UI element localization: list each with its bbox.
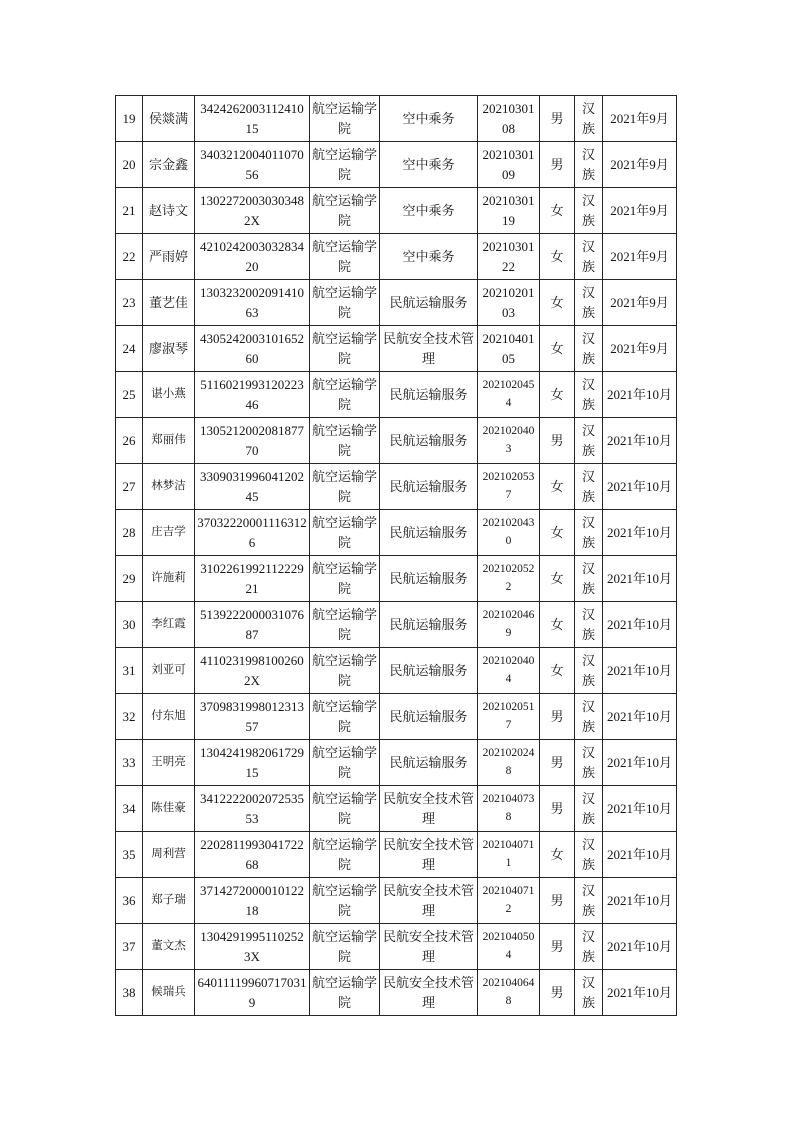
row-number-cell: 29 [116, 556, 143, 602]
gender-cell: 女 [540, 602, 575, 648]
major-cell: 空中乘务 [380, 96, 478, 142]
id-number-cell: 13042919951102523X [195, 924, 310, 970]
table-row [116, 464, 677, 510]
table-row [116, 970, 677, 1016]
enroll-date-cell: 2021年9月 [603, 234, 677, 280]
table-row [116, 602, 677, 648]
table-row [116, 740, 677, 786]
major-cell: 民航安全技术管理 [380, 878, 478, 924]
enroll-date-cell: 2021年10月 [603, 740, 677, 786]
id-number-cell: 41102319981002602X [195, 648, 310, 694]
major-cell: 民航运输服务 [380, 740, 478, 786]
college-cell: 航空运输学院 [310, 648, 380, 694]
college-cell: 航空运输学院 [310, 556, 380, 602]
ethnicity-cell: 汉族 [575, 280, 603, 326]
college-cell: 航空运输学院 [310, 878, 380, 924]
gender-cell: 男 [540, 418, 575, 464]
enroll-date-cell: 2021年10月 [603, 924, 677, 970]
id-number-cell: 513922200003107687 [195, 602, 310, 648]
table-row [116, 878, 677, 924]
gender-cell: 男 [540, 694, 575, 740]
ethnicity-cell: 汉族 [575, 648, 603, 694]
college-cell: 航空运输学院 [310, 970, 380, 1016]
major-cell: 空中乘务 [380, 142, 478, 188]
student-number-cell: 2021020103 [478, 280, 540, 326]
major-cell: 民航运输服务 [380, 464, 478, 510]
enroll-date-cell: 2021年10月 [603, 418, 677, 464]
student-number-cell: 2021030122 [478, 234, 540, 280]
student-name-cell: 严雨婷 [143, 234, 195, 280]
major-cell: 民航运输服务 [380, 694, 478, 740]
table-row [116, 234, 677, 280]
ethnicity-cell: 汉族 [575, 924, 603, 970]
gender-cell: 男 [540, 970, 575, 1016]
student-name-cell: 侯燚满 [143, 96, 195, 142]
id-number-cell: 371427200001012218 [195, 878, 310, 924]
college-cell: 航空运输学院 [310, 464, 380, 510]
college-cell: 航空运输学院 [310, 418, 380, 464]
student-name-cell: 宗金鑫 [143, 142, 195, 188]
major-cell: 民航运输服务 [380, 556, 478, 602]
gender-cell: 男 [540, 786, 575, 832]
student-name-cell: 李红霞 [143, 602, 195, 648]
row-number-cell: 28 [116, 510, 143, 556]
student-name-cell: 郑子瑞 [143, 878, 195, 924]
ethnicity-cell: 汉族 [575, 188, 603, 234]
id-number-cell: 342426200311241015 [195, 96, 310, 142]
student-name-cell: 董文杰 [143, 924, 195, 970]
college-cell: 航空运输学院 [310, 188, 380, 234]
student-name-cell: 赵诗文 [143, 188, 195, 234]
enroll-date-cell: 2021年9月 [603, 142, 677, 188]
college-cell: 航空运输学院 [310, 326, 380, 372]
major-cell: 民航安全技术管理 [380, 924, 478, 970]
id-number-cell: 130323200209141063 [195, 280, 310, 326]
student-number-cell: 2021020522 [478, 556, 540, 602]
table-row [116, 188, 677, 234]
major-cell: 空中乘务 [380, 234, 478, 280]
table-row [116, 418, 677, 464]
id-number-cell: 370983199801231357 [195, 694, 310, 740]
id-number-cell: 370322200011163126 [195, 510, 310, 556]
table-row [116, 142, 677, 188]
row-number-cell: 21 [116, 188, 143, 234]
student-number-cell: 2021030119 [478, 188, 540, 234]
ethnicity-cell: 汉族 [575, 832, 603, 878]
ethnicity-cell: 汉族 [575, 602, 603, 648]
row-number-cell: 24 [116, 326, 143, 372]
row-number-cell: 33 [116, 740, 143, 786]
table-row [116, 924, 677, 970]
college-cell: 航空运输学院 [310, 280, 380, 326]
row-number-cell: 30 [116, 602, 143, 648]
student-number-cell: 2021030108 [478, 96, 540, 142]
id-number-cell: 310226199211222921 [195, 556, 310, 602]
row-number-cell: 27 [116, 464, 143, 510]
student-name-cell: 林梦洁 [143, 464, 195, 510]
enroll-date-cell: 2021年9月 [603, 96, 677, 142]
enroll-date-cell: 2021年10月 [603, 786, 677, 832]
college-cell: 航空运输学院 [310, 372, 380, 418]
student-name-cell: 郑丽伟 [143, 418, 195, 464]
ethnicity-cell: 汉族 [575, 786, 603, 832]
table-row [116, 832, 677, 878]
table-row [116, 96, 677, 142]
student-number-cell: 2021020517 [478, 694, 540, 740]
row-number-cell: 26 [116, 418, 143, 464]
gender-cell: 女 [540, 832, 575, 878]
id-number-cell: 340321200401107056 [195, 142, 310, 188]
college-cell: 航空运输学院 [310, 924, 380, 970]
ethnicity-cell: 汉族 [575, 372, 603, 418]
gender-cell: 男 [540, 878, 575, 924]
enroll-date-cell: 2021年10月 [603, 970, 677, 1016]
college-cell: 航空运输学院 [310, 832, 380, 878]
row-number-cell: 31 [116, 648, 143, 694]
major-cell: 民航运输服务 [380, 418, 478, 464]
student-name-cell: 周利营 [143, 832, 195, 878]
table-row [116, 280, 677, 326]
row-number-cell: 37 [116, 924, 143, 970]
student-name-cell: 付东旭 [143, 694, 195, 740]
student-number-cell: 2021040105 [478, 326, 540, 372]
major-cell: 民航运输服务 [380, 602, 478, 648]
student-name-cell: 候瑞兵 [143, 970, 195, 1016]
table-row [116, 786, 677, 832]
row-number-cell: 35 [116, 832, 143, 878]
id-number-cell: 220281199304172268 [195, 832, 310, 878]
table-row [116, 326, 677, 372]
gender-cell: 女 [540, 280, 575, 326]
major-cell: 民航安全技术管理 [380, 970, 478, 1016]
college-cell: 航空运输学院 [310, 510, 380, 556]
ethnicity-cell: 汉族 [575, 878, 603, 924]
gender-cell: 男 [540, 142, 575, 188]
ethnicity-cell: 汉族 [575, 142, 603, 188]
student-number-cell: 2021020454 [478, 372, 540, 418]
enroll-date-cell: 2021年9月 [603, 188, 677, 234]
ethnicity-cell: 汉族 [575, 510, 603, 556]
student-number-cell: 2021030109 [478, 142, 540, 188]
enroll-date-cell: 2021年10月 [603, 464, 677, 510]
major-cell: 民航运输服务 [380, 372, 478, 418]
student-number-cell: 2021040504 [478, 924, 540, 970]
enroll-date-cell: 2021年9月 [603, 326, 677, 372]
ethnicity-cell: 汉族 [575, 418, 603, 464]
id-number-cell: 511602199312022346 [195, 372, 310, 418]
id-number-cell: 130424198206172915 [195, 740, 310, 786]
id-number-cell: 330903199604120245 [195, 464, 310, 510]
row-number-cell: 23 [116, 280, 143, 326]
enroll-date-cell: 2021年10月 [603, 832, 677, 878]
student-name-cell: 王明亮 [143, 740, 195, 786]
student-number-cell: 2021020404 [478, 648, 540, 694]
college-cell: 航空运输学院 [310, 602, 380, 648]
student-number-cell: 2021020403 [478, 418, 540, 464]
student-name-cell: 刘亚可 [143, 648, 195, 694]
gender-cell: 女 [540, 556, 575, 602]
id-number-cell: 13022720030303482X [195, 188, 310, 234]
student-name-cell: 陈佳豪 [143, 786, 195, 832]
gender-cell: 男 [540, 924, 575, 970]
gender-cell: 男 [540, 96, 575, 142]
gender-cell: 女 [540, 464, 575, 510]
gender-cell: 女 [540, 188, 575, 234]
student-name-cell: 谌小燕 [143, 372, 195, 418]
major-cell: 民航安全技术管理 [380, 786, 478, 832]
enroll-date-cell: 2021年10月 [603, 556, 677, 602]
college-cell: 航空运输学院 [310, 142, 380, 188]
student-number-cell: 2021040648 [478, 970, 540, 1016]
ethnicity-cell: 汉族 [575, 326, 603, 372]
student-number-cell: 2021020469 [478, 602, 540, 648]
student-name-cell: 廖淑琴 [143, 326, 195, 372]
major-cell: 民航运输服务 [380, 510, 478, 556]
student-number-cell: 2021040738 [478, 786, 540, 832]
student-number-cell: 2021020430 [478, 510, 540, 556]
student-number-cell: 2021040711 [478, 832, 540, 878]
major-cell: 空中乘务 [380, 188, 478, 234]
gender-cell: 女 [540, 648, 575, 694]
college-cell: 航空运输学院 [310, 740, 380, 786]
id-number-cell: 341222200207253553 [195, 786, 310, 832]
table-row [116, 648, 677, 694]
student-number-cell: 2021040712 [478, 878, 540, 924]
major-cell: 民航运输服务 [380, 648, 478, 694]
row-number-cell: 36 [116, 878, 143, 924]
enroll-date-cell: 2021年10月 [603, 694, 677, 740]
enroll-date-cell: 2021年10月 [603, 510, 677, 556]
major-cell: 民航安全技术管理 [380, 326, 478, 372]
id-number-cell: 640111199607170319 [195, 970, 310, 1016]
table-row [116, 372, 677, 418]
ethnicity-cell: 汉族 [575, 96, 603, 142]
student-name-cell: 许施莉 [143, 556, 195, 602]
row-number-cell: 38 [116, 970, 143, 1016]
row-number-cell: 22 [116, 234, 143, 280]
college-cell: 航空运输学院 [310, 234, 380, 280]
row-number-cell: 25 [116, 372, 143, 418]
enroll-date-cell: 2021年9月 [603, 280, 677, 326]
college-cell: 航空运输学院 [310, 694, 380, 740]
student-number-cell: 2021020537 [478, 464, 540, 510]
ethnicity-cell: 汉族 [575, 234, 603, 280]
college-cell: 航空运输学院 [310, 786, 380, 832]
table-row [116, 510, 677, 556]
row-number-cell: 20 [116, 142, 143, 188]
ethnicity-cell: 汉族 [575, 464, 603, 510]
table-row [116, 694, 677, 740]
student-roster-table [115, 95, 677, 1016]
ethnicity-cell: 汉族 [575, 740, 603, 786]
ethnicity-cell: 汉族 [575, 556, 603, 602]
row-number-cell: 32 [116, 694, 143, 740]
id-number-cell: 130521200208187770 [195, 418, 310, 464]
gender-cell: 男 [540, 740, 575, 786]
student-number-cell: 2021020248 [478, 740, 540, 786]
enroll-date-cell: 2021年10月 [603, 648, 677, 694]
table-body [116, 96, 677, 1016]
enroll-date-cell: 2021年10月 [603, 602, 677, 648]
id-number-cell: 430524200310165260 [195, 326, 310, 372]
row-number-cell: 19 [116, 96, 143, 142]
major-cell: 民航运输服务 [380, 280, 478, 326]
gender-cell: 女 [540, 372, 575, 418]
enroll-date-cell: 2021年10月 [603, 372, 677, 418]
college-cell: 航空运输学院 [310, 96, 380, 142]
gender-cell: 女 [540, 326, 575, 372]
ethnicity-cell: 汉族 [575, 694, 603, 740]
student-name-cell: 董艺佳 [143, 280, 195, 326]
table-row [116, 556, 677, 602]
enroll-date-cell: 2021年10月 [603, 878, 677, 924]
major-cell: 民航安全技术管理 [380, 832, 478, 878]
gender-cell: 女 [540, 234, 575, 280]
row-number-cell: 34 [116, 786, 143, 832]
gender-cell: 女 [540, 510, 575, 556]
ethnicity-cell: 汉族 [575, 970, 603, 1016]
id-number-cell: 421024200303283420 [195, 234, 310, 280]
student-name-cell: 庄吉学 [143, 510, 195, 556]
